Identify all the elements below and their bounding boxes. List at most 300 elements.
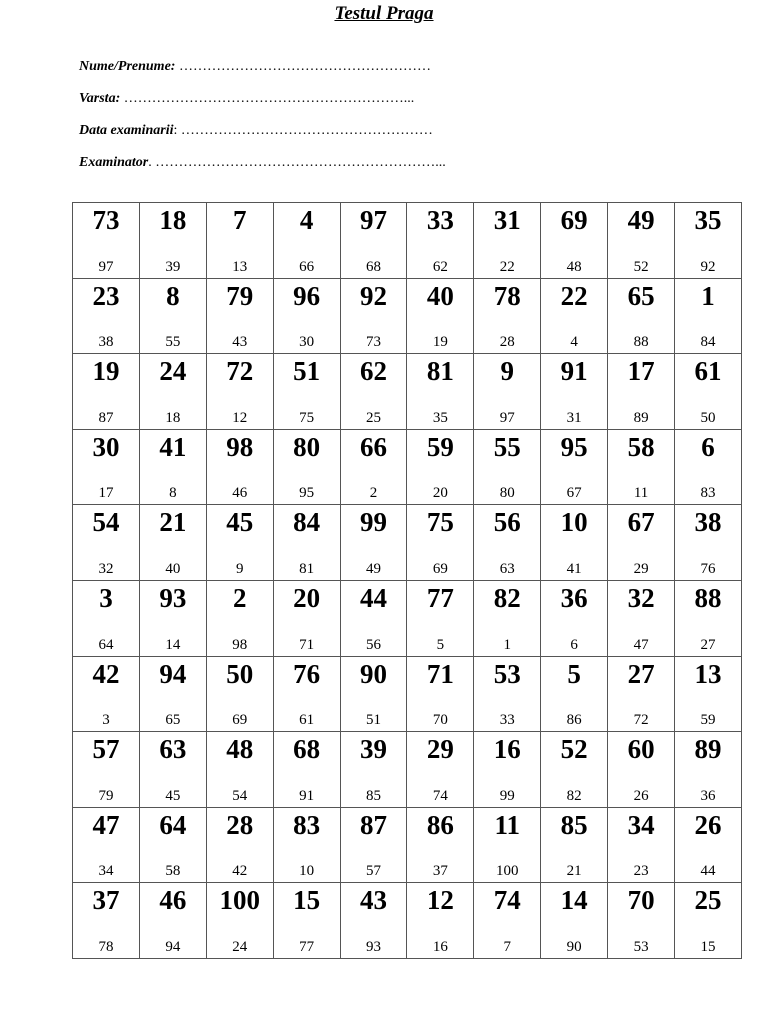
- grid-cell[interactable]: [340, 656, 407, 732]
- grid-cell[interactable]: [73, 732, 140, 808]
- grid-cell[interactable]: [139, 278, 206, 354]
- grid-cell[interactable]: [206, 429, 273, 505]
- grid-cell[interactable]: [340, 203, 407, 279]
- grid-cell[interactable]: [675, 354, 742, 430]
- grid-cell[interactable]: [139, 354, 206, 430]
- cell-small-number: 84: [700, 334, 716, 351]
- cell-small-number: 41: [566, 560, 582, 577]
- grid-cell[interactable]: [73, 278, 140, 354]
- cell-main-number: 72: [226, 356, 254, 387]
- cell-main-number: 89: [694, 734, 722, 765]
- grid-cell[interactable]: [675, 656, 742, 732]
- cell-small-number: 62: [432, 258, 448, 275]
- cell-small-number: 34: [98, 863, 114, 880]
- form-fields: [79, 59, 446, 187]
- cell-main-number: 43: [360, 885, 387, 916]
- cell-main-number: 78: [493, 280, 521, 311]
- grid-cell[interactable]: [139, 807, 206, 883]
- cell-small-number: 8: [169, 485, 177, 502]
- cell-small-number: 69: [232, 712, 248, 729]
- cell-small-number: 70: [432, 712, 448, 729]
- cell-small-number: 30: [299, 334, 315, 351]
- cell-small-number: 40: [165, 560, 181, 577]
- field-label: Data examinarii: [79, 123, 174, 138]
- grid-cell[interactable]: [474, 656, 541, 732]
- cell-small-number: 95: [299, 485, 315, 502]
- grid-cell[interactable]: [474, 354, 541, 430]
- cell-main-number: 27: [627, 658, 655, 689]
- cell-main-number: 25: [694, 885, 722, 916]
- grid-cell[interactable]: [273, 429, 340, 505]
- grid-cell[interactable]: [273, 354, 340, 430]
- cell-small-number: 67: [566, 485, 582, 502]
- cell-main-number: 53: [493, 658, 521, 689]
- cell-main-number: 68: [293, 734, 321, 765]
- field-label: Nume/Prenume:: [79, 59, 176, 74]
- grid-cell[interactable]: [541, 732, 608, 808]
- cell-small-number: 56: [366, 636, 381, 653]
- grid-row: [73, 203, 742, 279]
- cell-main-number: 41: [159, 431, 187, 462]
- grid-cell[interactable]: [206, 883, 273, 959]
- cell-small-number: 37: [432, 863, 448, 880]
- grid-cell[interactable]: [340, 883, 407, 959]
- cell-small-number: 38: [98, 334, 114, 351]
- field-varsta[interactable]: [79, 91, 446, 123]
- field-label: Varsta:: [79, 91, 121, 106]
- cell-main-number: 86: [426, 809, 454, 840]
- cell-main-number: 64: [159, 809, 187, 840]
- grid-cell[interactable]: [675, 732, 742, 808]
- cell-small-number: 24: [232, 938, 248, 955]
- cell-small-number: 17: [98, 485, 114, 502]
- grid-cell[interactable]: [139, 656, 206, 732]
- cell-small-number: 88: [633, 334, 649, 351]
- cell-small-number: 63: [499, 560, 515, 577]
- cell-main-number: 33: [426, 205, 454, 235]
- grid-cell[interactable]: [73, 883, 140, 959]
- cell-small-number: 85: [366, 787, 381, 804]
- cell-main-number: 42: [92, 658, 120, 689]
- grid-cell[interactable]: [340, 354, 407, 430]
- cell-main-number: 12: [426, 885, 454, 916]
- cell-main-number: 1: [701, 280, 715, 311]
- grid-cell[interactable]: [340, 580, 407, 656]
- cell-small-number: 75: [299, 409, 315, 426]
- cell-small-number: 23: [633, 863, 649, 880]
- cell-small-number: 100: [496, 863, 519, 880]
- grid-cell[interactable]: [474, 278, 541, 354]
- cell-small-number: 50: [700, 409, 716, 426]
- cell-small-number: 49: [366, 560, 381, 577]
- grid-cell[interactable]: [407, 580, 474, 656]
- cell-main-number: 79: [226, 280, 254, 311]
- grid-cell[interactable]: [139, 580, 206, 656]
- cell-main-number: 23: [92, 280, 120, 311]
- cell-small-number: 25: [366, 409, 381, 426]
- cell-small-number: 31: [566, 409, 582, 426]
- cell-main-number: 57: [92, 734, 120, 765]
- grid-cell[interactable]: [474, 203, 541, 279]
- cell-small-number: 72: [633, 712, 649, 729]
- grid-cell[interactable]: [206, 354, 273, 430]
- grid-cell[interactable]: [273, 807, 340, 883]
- grid-cell[interactable]: [474, 580, 541, 656]
- grid-cell[interactable]: [273, 278, 340, 354]
- cell-main-number: 88: [694, 582, 722, 613]
- cell-small-number: 32: [98, 560, 114, 577]
- field-label: Examinator: [79, 155, 149, 170]
- cell-small-number: 35: [432, 409, 448, 426]
- cell-small-number: 48: [566, 258, 582, 275]
- cell-small-number: 92: [700, 258, 716, 275]
- cell-main-number: 82: [493, 582, 521, 613]
- grid-cell[interactable]: [407, 807, 474, 883]
- cell-small-number: 57: [366, 863, 381, 880]
- cell-main-number: 87: [360, 809, 387, 840]
- cell-small-number: 29: [633, 560, 649, 577]
- grid-cell[interactable]: [273, 656, 340, 732]
- cell-main-number: 54: [92, 507, 120, 538]
- cell-main-number: 58: [627, 431, 655, 462]
- cell-small-number: 1: [503, 636, 512, 653]
- cell-main-number: 59: [426, 431, 454, 462]
- grid-cell[interactable]: [608, 883, 675, 959]
- cell-small-number: 80: [499, 485, 515, 502]
- cell-small-number: 87: [98, 409, 114, 426]
- cell-main-number: 76: [293, 658, 321, 689]
- cell-main-number: 31: [493, 205, 521, 235]
- cell-small-number: 45: [165, 787, 181, 804]
- grid-cell[interactable]: [675, 505, 742, 581]
- cell-small-number: 43: [232, 334, 248, 351]
- cell-small-number: 4: [570, 334, 578, 351]
- grid-cell[interactable]: [474, 807, 541, 883]
- cell-small-number: 97: [98, 258, 114, 275]
- cell-main-number: 95: [560, 431, 588, 462]
- cell-small-number: 44: [700, 863, 716, 880]
- cell-main-number: 16: [493, 734, 521, 765]
- grid-row: [73, 505, 742, 581]
- grid-cell[interactable]: [273, 732, 340, 808]
- grid-cell[interactable]: [474, 505, 541, 581]
- cell-small-number: 6: [570, 636, 578, 653]
- cell-main-number: 15: [293, 885, 321, 916]
- grid-cell[interactable]: [206, 203, 273, 279]
- grid-cell[interactable]: [675, 203, 742, 279]
- grid-cell[interactable]: [407, 732, 474, 808]
- cell-small-number: 7: [503, 938, 512, 955]
- grid-cell[interactable]: [139, 203, 206, 279]
- grid-cell[interactable]: [206, 580, 273, 656]
- cell-small-number: 97: [499, 409, 515, 426]
- grid-cell[interactable]: [139, 732, 206, 808]
- cell-main-number: 22: [560, 280, 588, 311]
- cell-main-number: 55: [493, 431, 521, 462]
- grid-cell[interactable]: [340, 807, 407, 883]
- cell-small-number: 52: [633, 258, 649, 275]
- cell-main-number: 5: [567, 658, 581, 689]
- cell-small-number: 27: [700, 636, 716, 653]
- cell-small-number: 28: [499, 334, 515, 351]
- cell-main-number: 3: [99, 582, 113, 613]
- grid-cell[interactable]: [340, 505, 407, 581]
- cell-main-number: 69: [560, 205, 588, 235]
- cell-small-number: 94: [165, 938, 181, 955]
- grid-cell[interactable]: [139, 883, 206, 959]
- grid-cell[interactable]: [73, 656, 140, 732]
- cell-small-number: 11: [633, 485, 649, 502]
- cell-main-number: 60: [627, 734, 655, 765]
- cell-small-number: 71: [299, 636, 315, 653]
- cell-main-number: 51: [293, 356, 321, 387]
- cell-small-number: 9: [235, 560, 244, 577]
- cell-main-number: 99: [360, 507, 387, 538]
- cell-small-number: 65: [165, 712, 181, 729]
- grid-cell[interactable]: [608, 354, 675, 430]
- cell-small-number: 5: [436, 636, 445, 653]
- grid-row: [73, 656, 742, 732]
- grid-cell[interactable]: [541, 429, 608, 505]
- cell-small-number: 74: [432, 787, 448, 804]
- cell-main-number: 94: [159, 658, 187, 689]
- cell-main-number: 47: [92, 809, 120, 840]
- cell-main-number: 83: [293, 809, 321, 840]
- cell-main-number: 26: [694, 809, 722, 840]
- cell-small-number: 58: [165, 863, 181, 880]
- cell-small-number: 82: [566, 787, 582, 804]
- grid-cell[interactable]: [407, 203, 474, 279]
- cell-small-number: 76: [700, 560, 716, 577]
- cell-main-number: 91: [560, 356, 588, 387]
- grid-cell[interactable]: [139, 429, 206, 505]
- cell-main-number: 48: [226, 734, 254, 765]
- grid-cell[interactable]: [407, 656, 474, 732]
- grid-cell[interactable]: [675, 580, 742, 656]
- grid-row: [73, 883, 742, 959]
- cell-main-number: 19: [92, 356, 120, 387]
- cell-main-number: 17: [627, 356, 655, 387]
- cell-main-number: 90: [360, 658, 387, 689]
- cell-main-number: 98: [226, 431, 254, 462]
- grid-cell[interactable]: [541, 278, 608, 354]
- cell-main-number: 21: [159, 507, 187, 538]
- grid-cell[interactable]: [608, 203, 675, 279]
- cell-main-number: 66: [360, 431, 387, 462]
- cell-main-number: 52: [560, 734, 588, 765]
- grid-cell[interactable]: [608, 580, 675, 656]
- grid-cell[interactable]: [608, 807, 675, 883]
- grid-cell[interactable]: [73, 429, 140, 505]
- field-dots: . ……………………………………………………...: [148, 155, 446, 170]
- cell-main-number: 34: [627, 809, 655, 840]
- cell-small-number: 69: [432, 560, 448, 577]
- cell-main-number: 11: [494, 809, 521, 840]
- cell-small-number: 68: [366, 258, 381, 275]
- grid-cell[interactable]: [206, 807, 273, 883]
- grid-row: [73, 732, 742, 808]
- grid-cell[interactable]: [206, 656, 273, 732]
- grid-cell[interactable]: [273, 883, 340, 959]
- cell-small-number: 13: [232, 258, 248, 275]
- grid-row: [73, 429, 742, 505]
- cell-main-number: 36: [560, 582, 588, 613]
- cell-small-number: 59: [700, 712, 716, 729]
- cell-main-number: 100: [219, 885, 260, 916]
- grid-cell[interactable]: [407, 278, 474, 354]
- cell-main-number: 30: [92, 431, 120, 462]
- field-dots: ………………………………………………: [175, 59, 431, 74]
- cell-small-number: 90: [566, 938, 582, 955]
- cell-main-number: 38: [694, 507, 722, 538]
- cell-small-number: 51: [366, 712, 381, 729]
- cell-main-number: 39: [360, 734, 387, 765]
- cell-small-number: 46: [232, 485, 248, 502]
- grid-cell[interactable]: [675, 278, 742, 354]
- grid-cell[interactable]: [73, 203, 140, 279]
- grid-cell[interactable]: [273, 505, 340, 581]
- cell-small-number: 86: [566, 712, 582, 729]
- grid-cell[interactable]: [608, 429, 675, 505]
- cell-small-number: 3: [102, 712, 110, 729]
- cell-main-number: 40: [426, 280, 454, 311]
- cell-main-number: 7: [232, 205, 247, 235]
- grid-cell[interactable]: [340, 278, 407, 354]
- grid-cell[interactable]: [340, 429, 407, 505]
- cell-small-number: 26: [633, 787, 649, 804]
- cell-small-number: 10: [299, 863, 315, 880]
- grid-cell[interactable]: [273, 203, 340, 279]
- grid-cell[interactable]: [541, 656, 608, 732]
- grid-cell[interactable]: [675, 429, 742, 505]
- cell-main-number: 71: [426, 658, 454, 689]
- field-examinator[interactable]: [79, 155, 446, 187]
- field-dots: ……………………………………………………...: [120, 91, 415, 106]
- field-nume-prenume[interactable]: [79, 59, 446, 91]
- cell-main-number: 8: [166, 280, 180, 311]
- cell-small-number: 22: [499, 258, 515, 275]
- cell-small-number: 73: [366, 334, 381, 351]
- cell-main-number: 13: [694, 658, 722, 689]
- cell-main-number: 49: [627, 205, 655, 235]
- cell-main-number: 46: [159, 885, 187, 916]
- cell-small-number: 18: [165, 409, 181, 426]
- grid-cell[interactable]: [206, 505, 273, 581]
- cell-small-number: 61: [299, 712, 315, 729]
- cell-main-number: 37: [92, 885, 120, 916]
- cell-main-number: 70: [627, 885, 655, 916]
- cell-main-number: 29: [426, 734, 454, 765]
- grid-cell[interactable]: [541, 354, 608, 430]
- cell-small-number: 99: [499, 787, 515, 804]
- cell-small-number: 89: [633, 409, 649, 426]
- grid-cell[interactable]: [608, 505, 675, 581]
- grid-cell[interactable]: [206, 732, 273, 808]
- grid-cell[interactable]: [73, 505, 140, 581]
- grid-cell[interactable]: [73, 354, 140, 430]
- grid-cell[interactable]: [541, 883, 608, 959]
- grid-cell[interactable]: [541, 203, 608, 279]
- cell-small-number: 33: [499, 712, 515, 729]
- cell-small-number: 53: [633, 938, 649, 955]
- grid-cell[interactable]: [474, 732, 541, 808]
- cell-main-number: 35: [694, 205, 722, 235]
- grid-cell[interactable]: [407, 505, 474, 581]
- cell-main-number: 73: [92, 205, 120, 235]
- grid-cell[interactable]: [474, 883, 541, 959]
- cell-main-number: 4: [299, 205, 314, 235]
- grid-cell[interactable]: [340, 732, 407, 808]
- grid-cell[interactable]: [206, 278, 273, 354]
- cell-small-number: 93: [366, 938, 381, 955]
- grid-cell[interactable]: [541, 505, 608, 581]
- grid-row: [73, 807, 742, 883]
- grid-cell[interactable]: [541, 807, 608, 883]
- grid-cell[interactable]: [474, 429, 541, 505]
- grid-cell[interactable]: [675, 883, 742, 959]
- cell-main-number: 9: [500, 356, 515, 387]
- cell-main-number: 81: [426, 356, 454, 387]
- grid-cell[interactable]: [407, 354, 474, 430]
- cell-small-number: 42: [232, 863, 248, 880]
- cell-main-number: 14: [560, 885, 588, 916]
- grid-row: [73, 354, 742, 430]
- field-dots: : ………………………………………………: [173, 123, 433, 138]
- cell-main-number: 93: [159, 582, 187, 613]
- grid-cell[interactable]: [139, 505, 206, 581]
- cell-main-number: 74: [493, 885, 521, 916]
- cell-main-number: 92: [360, 280, 387, 311]
- grid-cell[interactable]: [73, 580, 140, 656]
- cell-small-number: 77: [299, 938, 315, 955]
- cell-main-number: 97: [360, 205, 387, 235]
- grid-cell[interactable]: [273, 580, 340, 656]
- cell-small-number: 14: [165, 636, 181, 653]
- grid-cell[interactable]: [608, 732, 675, 808]
- grid-cell[interactable]: [541, 580, 608, 656]
- cell-main-number: 44: [360, 582, 387, 613]
- grid-cell[interactable]: [73, 807, 140, 883]
- cell-main-number: 2: [232, 582, 247, 613]
- grid-cell[interactable]: [407, 429, 474, 505]
- cell-main-number: 96: [293, 280, 321, 311]
- cell-small-number: 98: [232, 636, 248, 653]
- cell-main-number: 65: [627, 280, 655, 311]
- cell-small-number: 66: [299, 258, 315, 275]
- cell-small-number: 81: [299, 560, 315, 577]
- grid-cell[interactable]: [608, 278, 675, 354]
- field-data-examinarii[interactable]: [79, 123, 446, 155]
- cell-small-number: 36: [700, 787, 716, 804]
- cell-main-number: 50: [226, 658, 254, 689]
- grid-cell[interactable]: [675, 807, 742, 883]
- cell-main-number: 61: [694, 356, 722, 387]
- cell-main-number: 56: [493, 507, 521, 538]
- grid-row: [73, 278, 742, 354]
- grid-cell[interactable]: [407, 883, 474, 959]
- cell-main-number: 77: [426, 582, 454, 613]
- cell-small-number: 54: [232, 787, 248, 804]
- cell-small-number: 16: [432, 938, 448, 955]
- cell-main-number: 10: [560, 507, 588, 538]
- cell-small-number: 19: [432, 334, 448, 351]
- cell-main-number: 67: [627, 507, 655, 538]
- cell-main-number: 85: [560, 809, 588, 840]
- grid-cell[interactable]: [608, 656, 675, 732]
- cell-main-number: 20: [293, 582, 321, 613]
- cell-small-number: 47: [633, 636, 649, 653]
- number-grid: [72, 202, 742, 959]
